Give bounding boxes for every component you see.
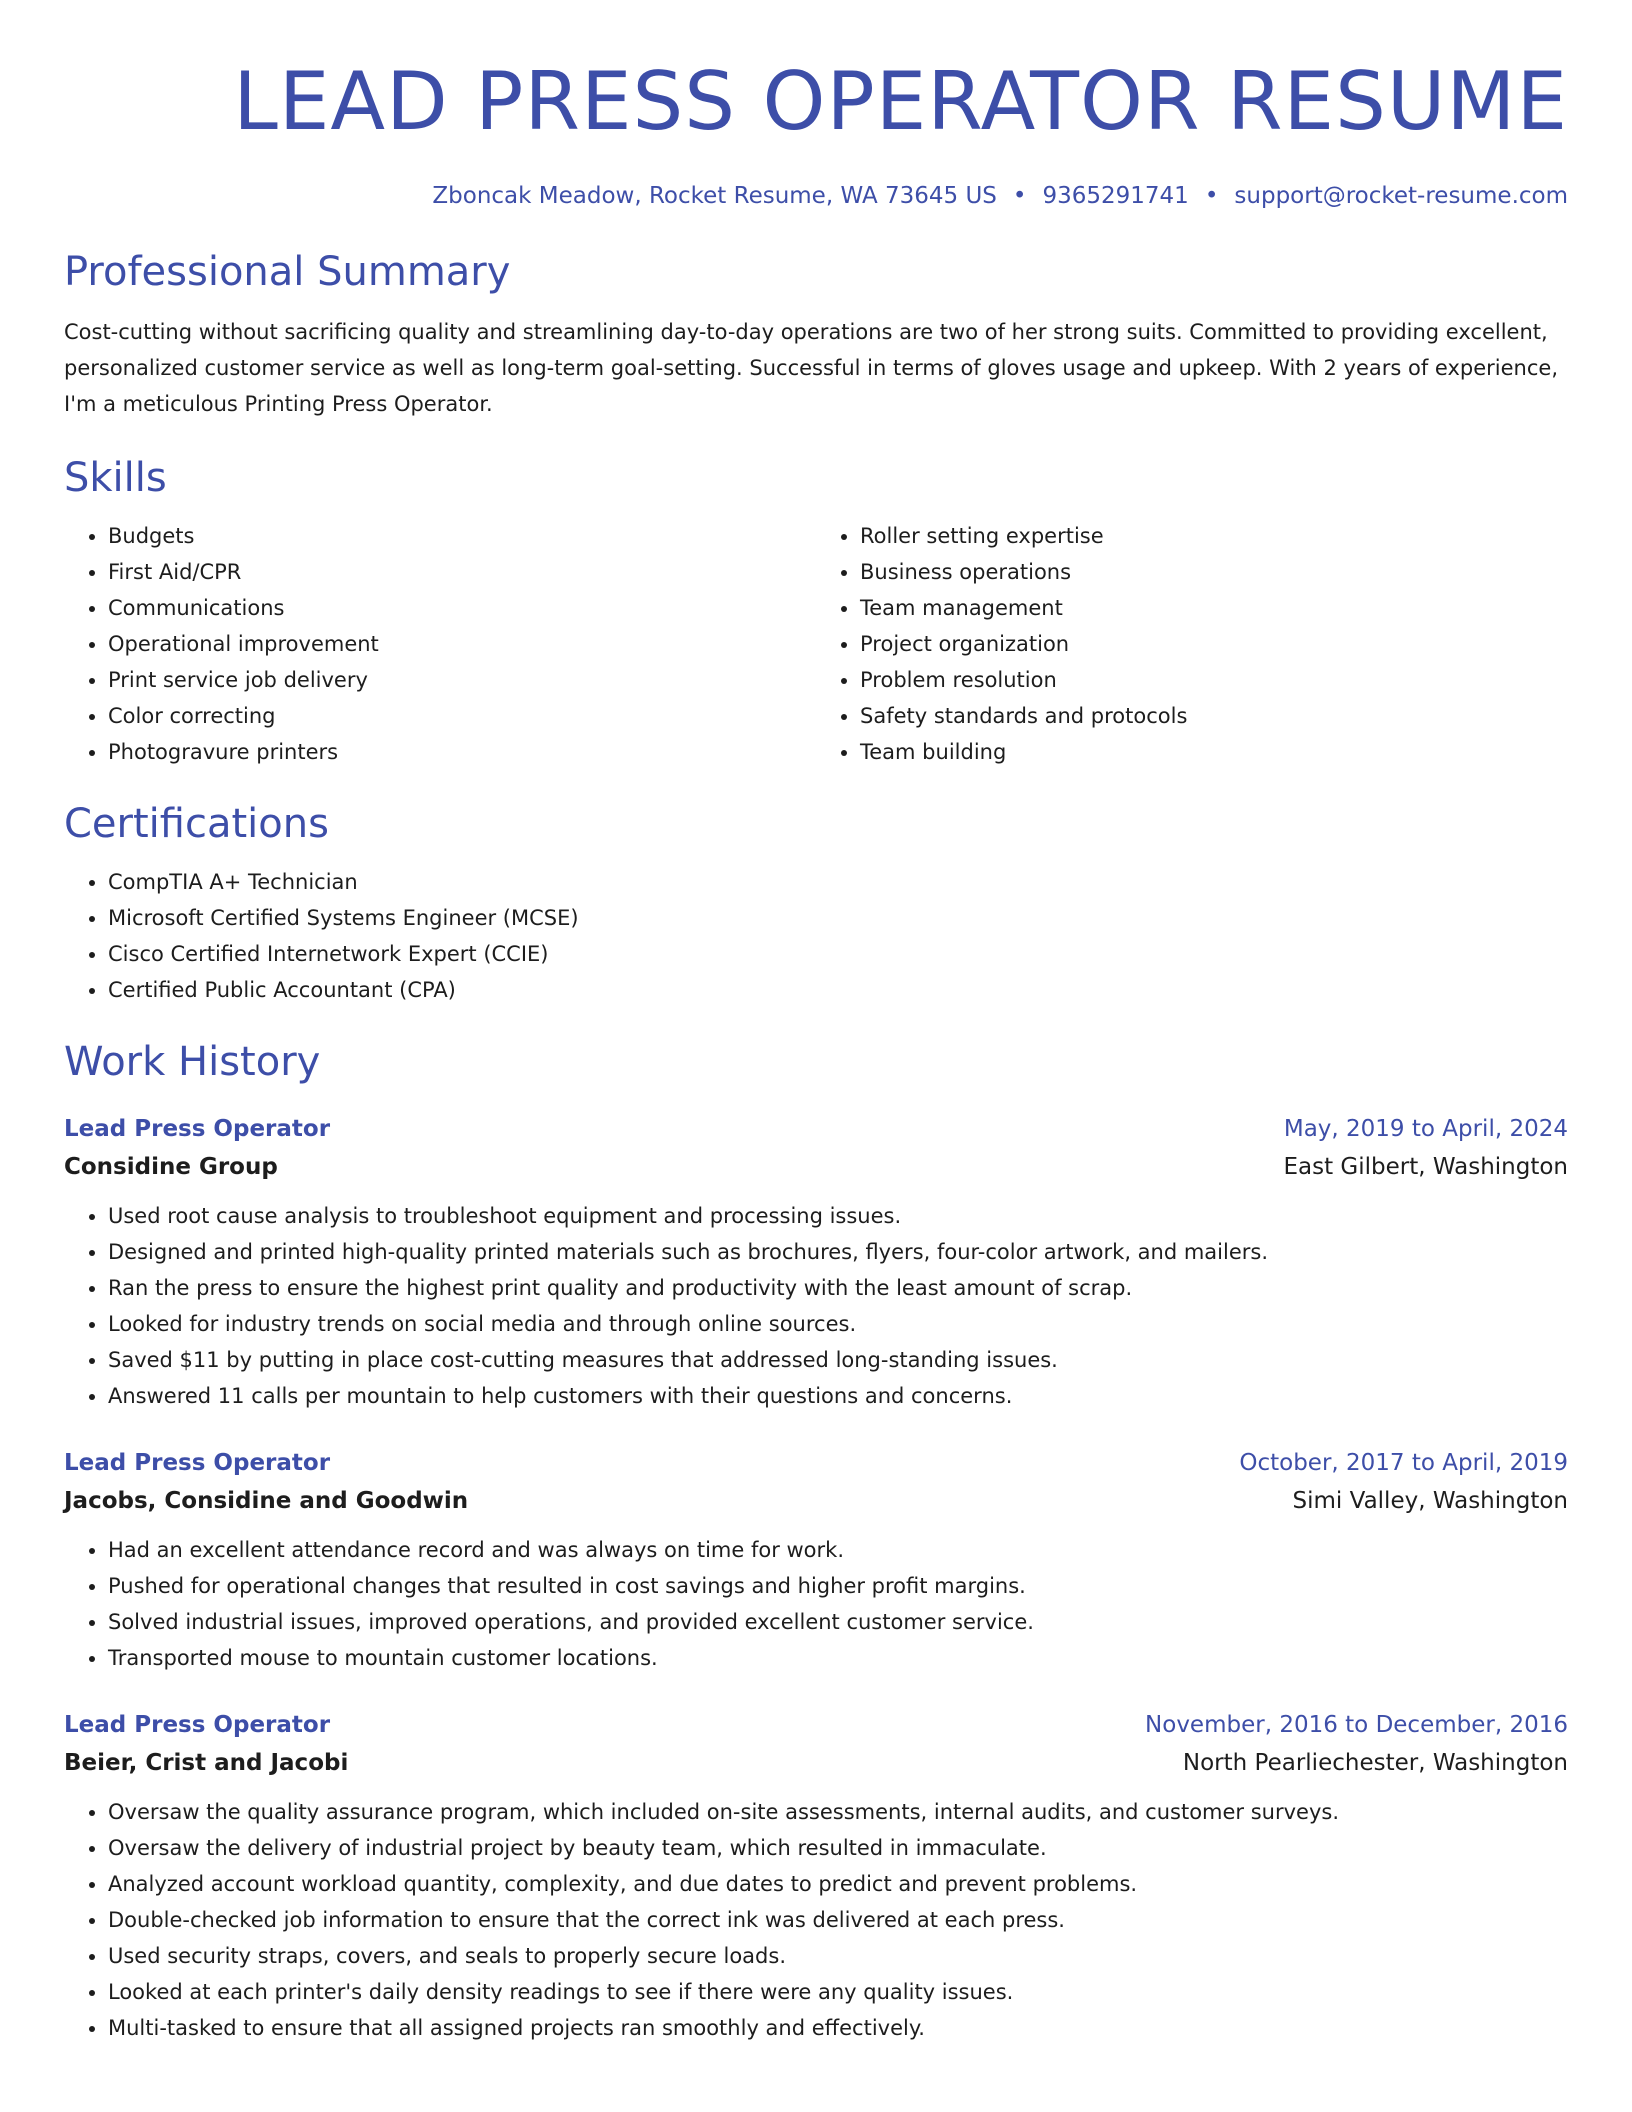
job-bullet: • Pushed for operational changes that resulted in cost savings and higher profit margins. (108, 1568, 1568, 1604)
contact-phone: 9365291741 (1042, 183, 1189, 209)
job-location: Simi Valley, Washington (1292, 1488, 1568, 1514)
job-company-row (64, 1744, 1568, 1782)
job-bullet: • Ran the press to ensure the highest print quality and productivity with the least amount of scrap. (108, 1270, 1568, 1306)
section-heading-certifications: Certifications (64, 801, 329, 847)
job-bullet: • Looked at each printer's daily density readings to see if there were any quality issues. (108, 1974, 1568, 2010)
skill-item: • Operational improvement (108, 626, 816, 662)
skills-list-right (816, 518, 1568, 770)
contact-line (64, 180, 1568, 212)
job-dates: October, 2017 to April, 2019 (1239, 1450, 1568, 1476)
section-heading-skills: Skills (64, 455, 167, 501)
skill-item: • Budgets (108, 518, 816, 554)
job-bullet: • Transported mouse to mountain customer locations. (108, 1640, 1568, 1676)
job-entry (64, 1110, 1568, 1414)
skill-item: • Photogravure printers (108, 734, 816, 770)
resume-title: LEAD PRESS OPERATOR RESUME (233, 55, 1568, 148)
skill-item: • Safety standards and protocols (860, 698, 1568, 734)
job-location: East Gilbert, Washington (1283, 1154, 1568, 1180)
contact-email: support@rocket-resume.com (1234, 183, 1568, 209)
skill-item: • Problem resolution (860, 662, 1568, 698)
job-bullet: • Used security straps, covers, and seals to properly secure loads. (108, 1938, 1568, 1974)
job-bullet: • Oversaw the quality assurance program, which included on-site assessments, internal audits, and customer surveys. (108, 1794, 1568, 1830)
job-entry (64, 1444, 1568, 1676)
skill-item: • Roller setting expertise (860, 518, 1568, 554)
skills-list-left (64, 518, 816, 770)
skills-columns (64, 518, 1568, 770)
job-bullet: • Answered 11 calls per mountain to help customers with their questions and concerns. (108, 1378, 1568, 1414)
job-bullet: • Looked for industry trends on social media and through online sources. (108, 1306, 1568, 1342)
certification-item: • CompTIA A+ Technician (108, 864, 1568, 900)
contact-separator: • (1204, 183, 1219, 209)
job-bullet: • Solved industrial issues, improved operations, and provided excellent customer service. (108, 1604, 1568, 1640)
section-heading-summary: Professional Summary (64, 249, 511, 295)
job-bullet: • Had an excellent attendance record and was always on time for work. (108, 1532, 1568, 1568)
certification-item: • Certified Public Accountant (CPA) (108, 972, 1568, 1008)
job-role: Lead Press Operator (64, 1450, 331, 1476)
job-company: Jacobs, Considine and Goodwin (64, 1488, 469, 1514)
section-heading-work-history: Work History (64, 1039, 321, 1085)
job-bullet: • Designed and printed high-quality printed materials such as brochures, flyers, four-color artwork, and mailers. (108, 1234, 1568, 1270)
job-dates: November, 2016 to December, 2016 (1145, 1712, 1568, 1738)
skill-item: • Project organization (860, 626, 1568, 662)
skill-item: • Print service job delivery (108, 662, 816, 698)
job-company-row (64, 1482, 1568, 1520)
job-header-row (64, 1110, 1568, 1148)
certification-item: • Cisco Certified Internetwork Expert (CCIE) (108, 936, 1568, 972)
job-header-row (64, 1706, 1568, 1744)
job-bullet: • Oversaw the delivery of industrial project by beauty team, which resulted in immaculate. (108, 1830, 1568, 1866)
skill-item: • Communications (108, 590, 816, 626)
skill-item: • First Aid/CPR (108, 554, 816, 590)
skill-item: • Team management (860, 590, 1568, 626)
contact-separator: • (1012, 183, 1027, 209)
summary-text: Cost-cutting without sacrificing quality and streamlining day-to-day operations are two of her strong suits. Committed to providing excellent, personalized customer service as well as long-term goal-setting. Successful in terms of gloves usage and upkeep. With 2 years of experience, I'm a meticulous Printing Press Operator. (64, 320, 1558, 416)
job-bullets (64, 1794, 1568, 2046)
job-company: Considine Group (64, 1154, 278, 1180)
skill-item: • Team building (860, 734, 1568, 770)
skill-item: • Color correcting (108, 698, 816, 734)
job-location: North Pearliechester, Washington (1182, 1750, 1568, 1776)
job-company-row (64, 1148, 1568, 1186)
job-role: Lead Press Operator (64, 1712, 331, 1738)
job-bullet: • Double-checked job information to ensure that the correct ink was delivered at each press. (108, 1902, 1568, 1938)
job-bullet: • Saved $11 by putting in place cost-cutting measures that addressed long-standing issues. (108, 1342, 1568, 1378)
job-dates: May, 2019 to April, 2024 (1283, 1116, 1568, 1142)
job-bullets (64, 1198, 1568, 1414)
job-bullet: • Used root cause analysis to troubleshoot equipment and processing issues. (108, 1198, 1568, 1234)
certification-item: • Microsoft Certified Systems Engineer (MCSE) (108, 900, 1568, 936)
job-bullet: • Multi-tasked to ensure that all assigned projects ran smoothly and effectively. (108, 2010, 1568, 2046)
skill-item: • Business operations (860, 554, 1568, 590)
job-entry (64, 1706, 1568, 2046)
certifications-list (64, 864, 1568, 1008)
job-role: Lead Press Operator (64, 1116, 331, 1142)
job-company: Beier, Crist and Jacobi (64, 1750, 349, 1776)
contact-address: Zboncak Meadow, Rocket Resume, WA 73645 US (432, 183, 997, 209)
job-bullets (64, 1532, 1568, 1676)
job-bullet: • Analyzed account workload quantity, complexity, and due dates to predict and prevent problems. (108, 1866, 1568, 1902)
job-header-row (64, 1444, 1568, 1482)
